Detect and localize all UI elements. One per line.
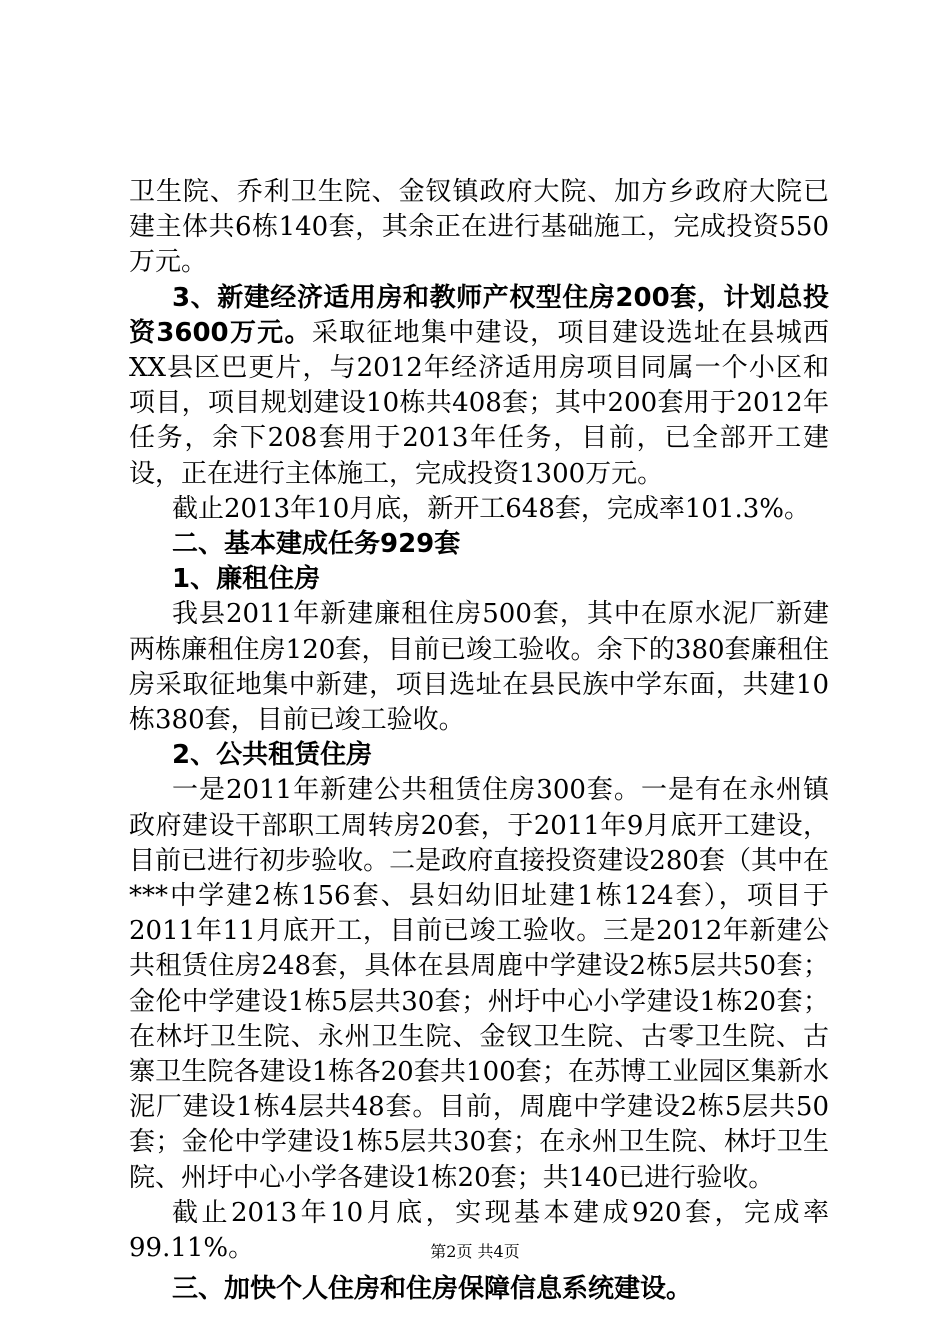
item-3-heading: 3、新建经济适用房和教师产权型住房200套，计划总投资3600万元。 [129, 282, 829, 348]
section-heading-2: 二、基本建成任务929套 [172, 529, 461, 560]
paragraph-low-rent-housing: 我县2011年新建廉租住房500套，其中在原水泥厂新建两栋廉租住房120套，目前已竣工验收。余下的380套廉租住房采取征地集中新建，项目选址在县民族中学东面，共建10栋380套，目前已竣工验收。 [129, 599, 829, 736]
subheading-low-rent-housing: 1、廉租住房 [172, 564, 321, 595]
paragraph-item-3 [129, 281, 829, 492]
document-body [129, 175, 829, 1308]
item-3-body: 采取征地集中建设，项目建设选址在县城西XX县区巴更片，与2012年经济适用房项目同属一个小区和项目，项目规划建设10栋共408套；其中200套用于2012年任务，余下208套用于2013年任务，目前，已全部开工建设，正在进行主体施工，完成投资1300万元。 [129, 317, 829, 489]
paragraph-public-rental-housing: 一是2011年新建公共租赁住房300套。一是有在永州镇政府建设干部职工周转房20套，于2011年9月底开工建设，目前已进行初步验收。二是政府直接投资建设280套（其中在***中学建2栋156套、县妇幼旧址建1栋124套），项目于2011年11月底开工，目前已竣工验收。三是2012年新建公共租赁住房248套，具体在县周鹿中学建设2栋5层共50套；金伦中学建设1栋5层共30套；州圩中心小学建设1栋20套；在林圩卫生院、永州卫生院、金钗卫生院、古零卫生院、古寨卫生院各建设1栋各20套共100套；在苏博工业园区集新水泥厂建设1栋4层共48套。目前，周鹿中学建设2栋5层共50套；金伦中学建设1栋5层共30套；在永州卫生院、林圩卫生院、州圩中心小学各建设1栋20套；共140已进行验收。 [129, 775, 829, 1193]
page-footer: 第2页 共4页 [430, 1242, 520, 1261]
section-heading-3: 三、加快个人住房和住房保障信息系统建设。 [172, 1274, 693, 1305]
paragraph-continuation: 卫生院、乔利卫生院、金钗镇政府大院、加方乡政府大院已建主体共6栋140套，其余正在进行基础施工，完成投资550万元。 [129, 177, 829, 278]
paragraph-new-start-summary: 截止2013年10月底，新开工648套，完成率101.3%。 [172, 493, 811, 524]
subheading-public-rental-housing: 2、公共租赁住房 [172, 740, 373, 771]
paragraph-completion-summary: 截止2013年10月底，实现基本建成920套，完成率99.11%。 [129, 1197, 829, 1264]
